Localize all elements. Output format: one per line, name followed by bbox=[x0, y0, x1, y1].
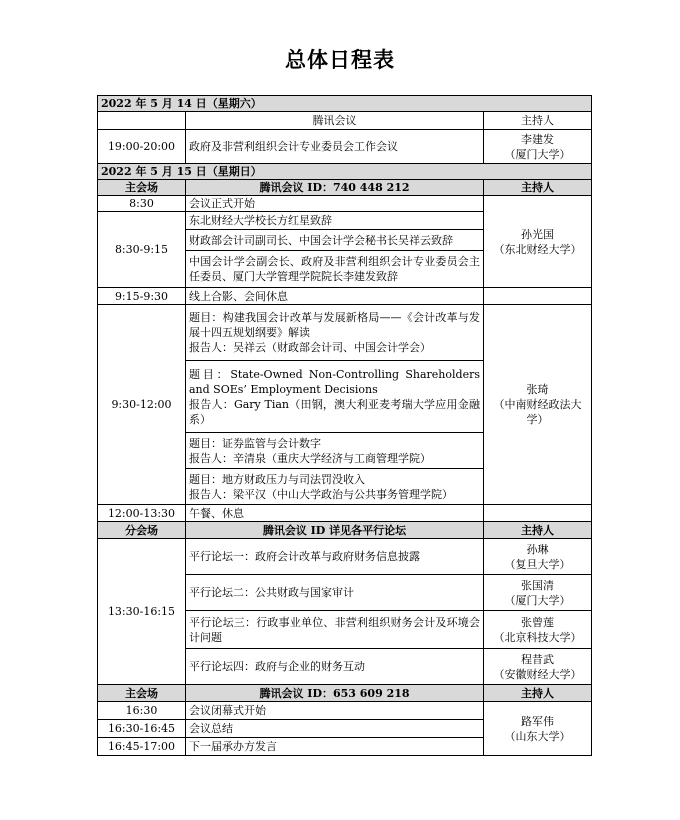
section-header-row bbox=[98, 522, 592, 539]
host-name: 李建发 bbox=[521, 132, 554, 146]
venue-label: 主会场 bbox=[98, 685, 186, 702]
host-cell bbox=[484, 649, 592, 685]
host-header: 主持人 bbox=[484, 685, 592, 702]
host-cell bbox=[484, 505, 592, 522]
host-org: （山东大学） bbox=[504, 729, 571, 743]
host-name: 张国清 bbox=[521, 578, 554, 592]
host-header: 主持人 bbox=[484, 180, 592, 196]
talk-speaker: 报告人：Gary Tian（田钢，澳大利亚麦考瑞大学应用金融系） bbox=[189, 397, 480, 426]
talk-cell bbox=[186, 305, 484, 361]
host-org: （安徽财经大学） bbox=[493, 667, 582, 681]
talk-speaker: 报告人：吴祥云（财政部会计司、中国会计学会） bbox=[189, 341, 431, 354]
meeting-header: 腾讯会议 bbox=[186, 112, 484, 130]
talk-topic: 题目：State-Owned Non-Controlling Shareholders and SOEs’ Employment Decisions bbox=[189, 367, 480, 396]
forum-cell: 平行论坛二：公共财政与国家审计 bbox=[186, 575, 484, 611]
host-org: （东北财经大学） bbox=[493, 242, 582, 256]
talk-cell bbox=[186, 433, 484, 469]
forum-cell: 平行论坛四：政府与企业的财务互动 bbox=[186, 649, 484, 685]
day-header-row bbox=[98, 96, 592, 112]
host-org: （中南财经政法大学） bbox=[493, 398, 582, 426]
event-cell: 会议总结 bbox=[186, 720, 484, 738]
talk-topic: 题目：地方财政压力与司法罚没收入 bbox=[189, 472, 365, 486]
meeting-id: 腾讯会议 ID：653 609 218 bbox=[186, 685, 484, 702]
host-name: 孙琳 bbox=[526, 542, 549, 556]
event-cell: 东北财经大学校长方红星致辞 bbox=[186, 212, 484, 230]
event-cell: 政府及非营利组织会计专业委员会工作会议 bbox=[186, 130, 484, 164]
day-header-row bbox=[98, 164, 592, 180]
venue-label: 主会场 bbox=[98, 180, 186, 196]
venue-label: 分会场 bbox=[98, 522, 186, 539]
talk-topic: 题目：构建我国会计改革与发展新格局——《会计改革与发展十四五规划纲要》解读 bbox=[189, 311, 480, 339]
event-cell: 财政部会计司副司长、中国会计学会秘书长吴祥云致辞 bbox=[186, 230, 484, 251]
host-cell bbox=[484, 611, 592, 649]
host-name: 路军伟 bbox=[521, 714, 554, 728]
talk-topic: 题目：证券监管与会计数字 bbox=[189, 436, 321, 450]
talk-cell bbox=[186, 469, 484, 505]
event-cell: 下一届承办方发言 bbox=[186, 738, 484, 756]
host-org: （厦门大学） bbox=[504, 147, 571, 161]
section-header-row bbox=[98, 685, 592, 702]
event-cell: 会议正式开始 bbox=[186, 196, 484, 212]
host-cell bbox=[484, 702, 592, 756]
event-cell: 线上合影、会间休息 bbox=[186, 288, 484, 305]
schedule-table bbox=[97, 95, 592, 756]
time-cell: 13:30-16:15 bbox=[98, 539, 186, 685]
table-row bbox=[98, 288, 592, 305]
event-cell: 午餐、休息 bbox=[186, 505, 484, 522]
talk-speaker: 报告人：辛清泉（重庆大学经济与工商管理学院） bbox=[189, 451, 431, 465]
host-header: 主持人 bbox=[484, 112, 592, 130]
host-org: （厦门大学） bbox=[504, 593, 571, 607]
talk-speaker: 报告人：梁平汉（中山大学政治与公共事务管理学院） bbox=[189, 487, 453, 501]
time-cell: 8:30-9:15 bbox=[98, 212, 186, 288]
forum-cell: 平行论坛一：政府会计改革与政府财务信息披露 bbox=[186, 539, 484, 575]
time-cell: 16:45-17:00 bbox=[98, 738, 186, 756]
host-name: 张曾莲 bbox=[521, 615, 554, 629]
time-cell: 16:30 bbox=[98, 702, 186, 720]
section-header-row bbox=[98, 180, 592, 196]
time-cell: 19:00-20:00 bbox=[98, 130, 186, 164]
table-row bbox=[98, 196, 592, 212]
host-cell bbox=[484, 130, 592, 164]
time-cell: 16:30-16:45 bbox=[98, 720, 186, 738]
forum-cell: 平行论坛三：行政事业单位、非营利组织财务会计及环境会计问题 bbox=[186, 611, 484, 649]
host-org: （北京科技大学） bbox=[493, 630, 582, 644]
day2-date: 2022 年 5 月 15 日（星期日） bbox=[98, 164, 592, 180]
host-cell bbox=[484, 575, 592, 611]
time-header bbox=[98, 112, 186, 130]
host-cell bbox=[484, 305, 592, 505]
page-title: 总体日程表 bbox=[285, 48, 395, 72]
host-cell bbox=[484, 196, 592, 288]
event-cell: 中国会计学会副会长、政府及非营利组织会计专业委员会主任委员、厦门大学管理学院院长李建发致辞 bbox=[186, 251, 484, 288]
time-cell: 8:30 bbox=[98, 196, 186, 212]
host-cell bbox=[484, 539, 592, 575]
meeting-id: 腾讯会议 ID 详见各平行论坛 bbox=[186, 522, 484, 539]
table-row bbox=[98, 505, 592, 522]
talk-row bbox=[98, 305, 592, 361]
talk-cell bbox=[186, 361, 484, 433]
time-cell: 9:15-9:30 bbox=[98, 288, 186, 305]
host-cell bbox=[484, 288, 592, 305]
host-org: （复旦大学） bbox=[504, 557, 571, 571]
host-name: 张琦 bbox=[526, 383, 549, 396]
table-row bbox=[98, 130, 592, 164]
column-header-row bbox=[98, 112, 592, 130]
day1-date: 2022 年 5 月 14 日（星期六） bbox=[98, 96, 592, 112]
host-header: 主持人 bbox=[484, 522, 592, 539]
event-cell: 会议闭幕式开始 bbox=[186, 702, 484, 720]
time-cell: 9:30-12:00 bbox=[98, 305, 186, 505]
time-cell: 12:00-13:30 bbox=[98, 505, 186, 522]
host-name: 程昔武 bbox=[521, 652, 554, 666]
forum-row bbox=[98, 539, 592, 575]
table-row bbox=[98, 702, 592, 720]
host-name: 孙光国 bbox=[521, 227, 554, 241]
meeting-id: 腾讯会议 ID：740 448 212 bbox=[186, 180, 484, 196]
